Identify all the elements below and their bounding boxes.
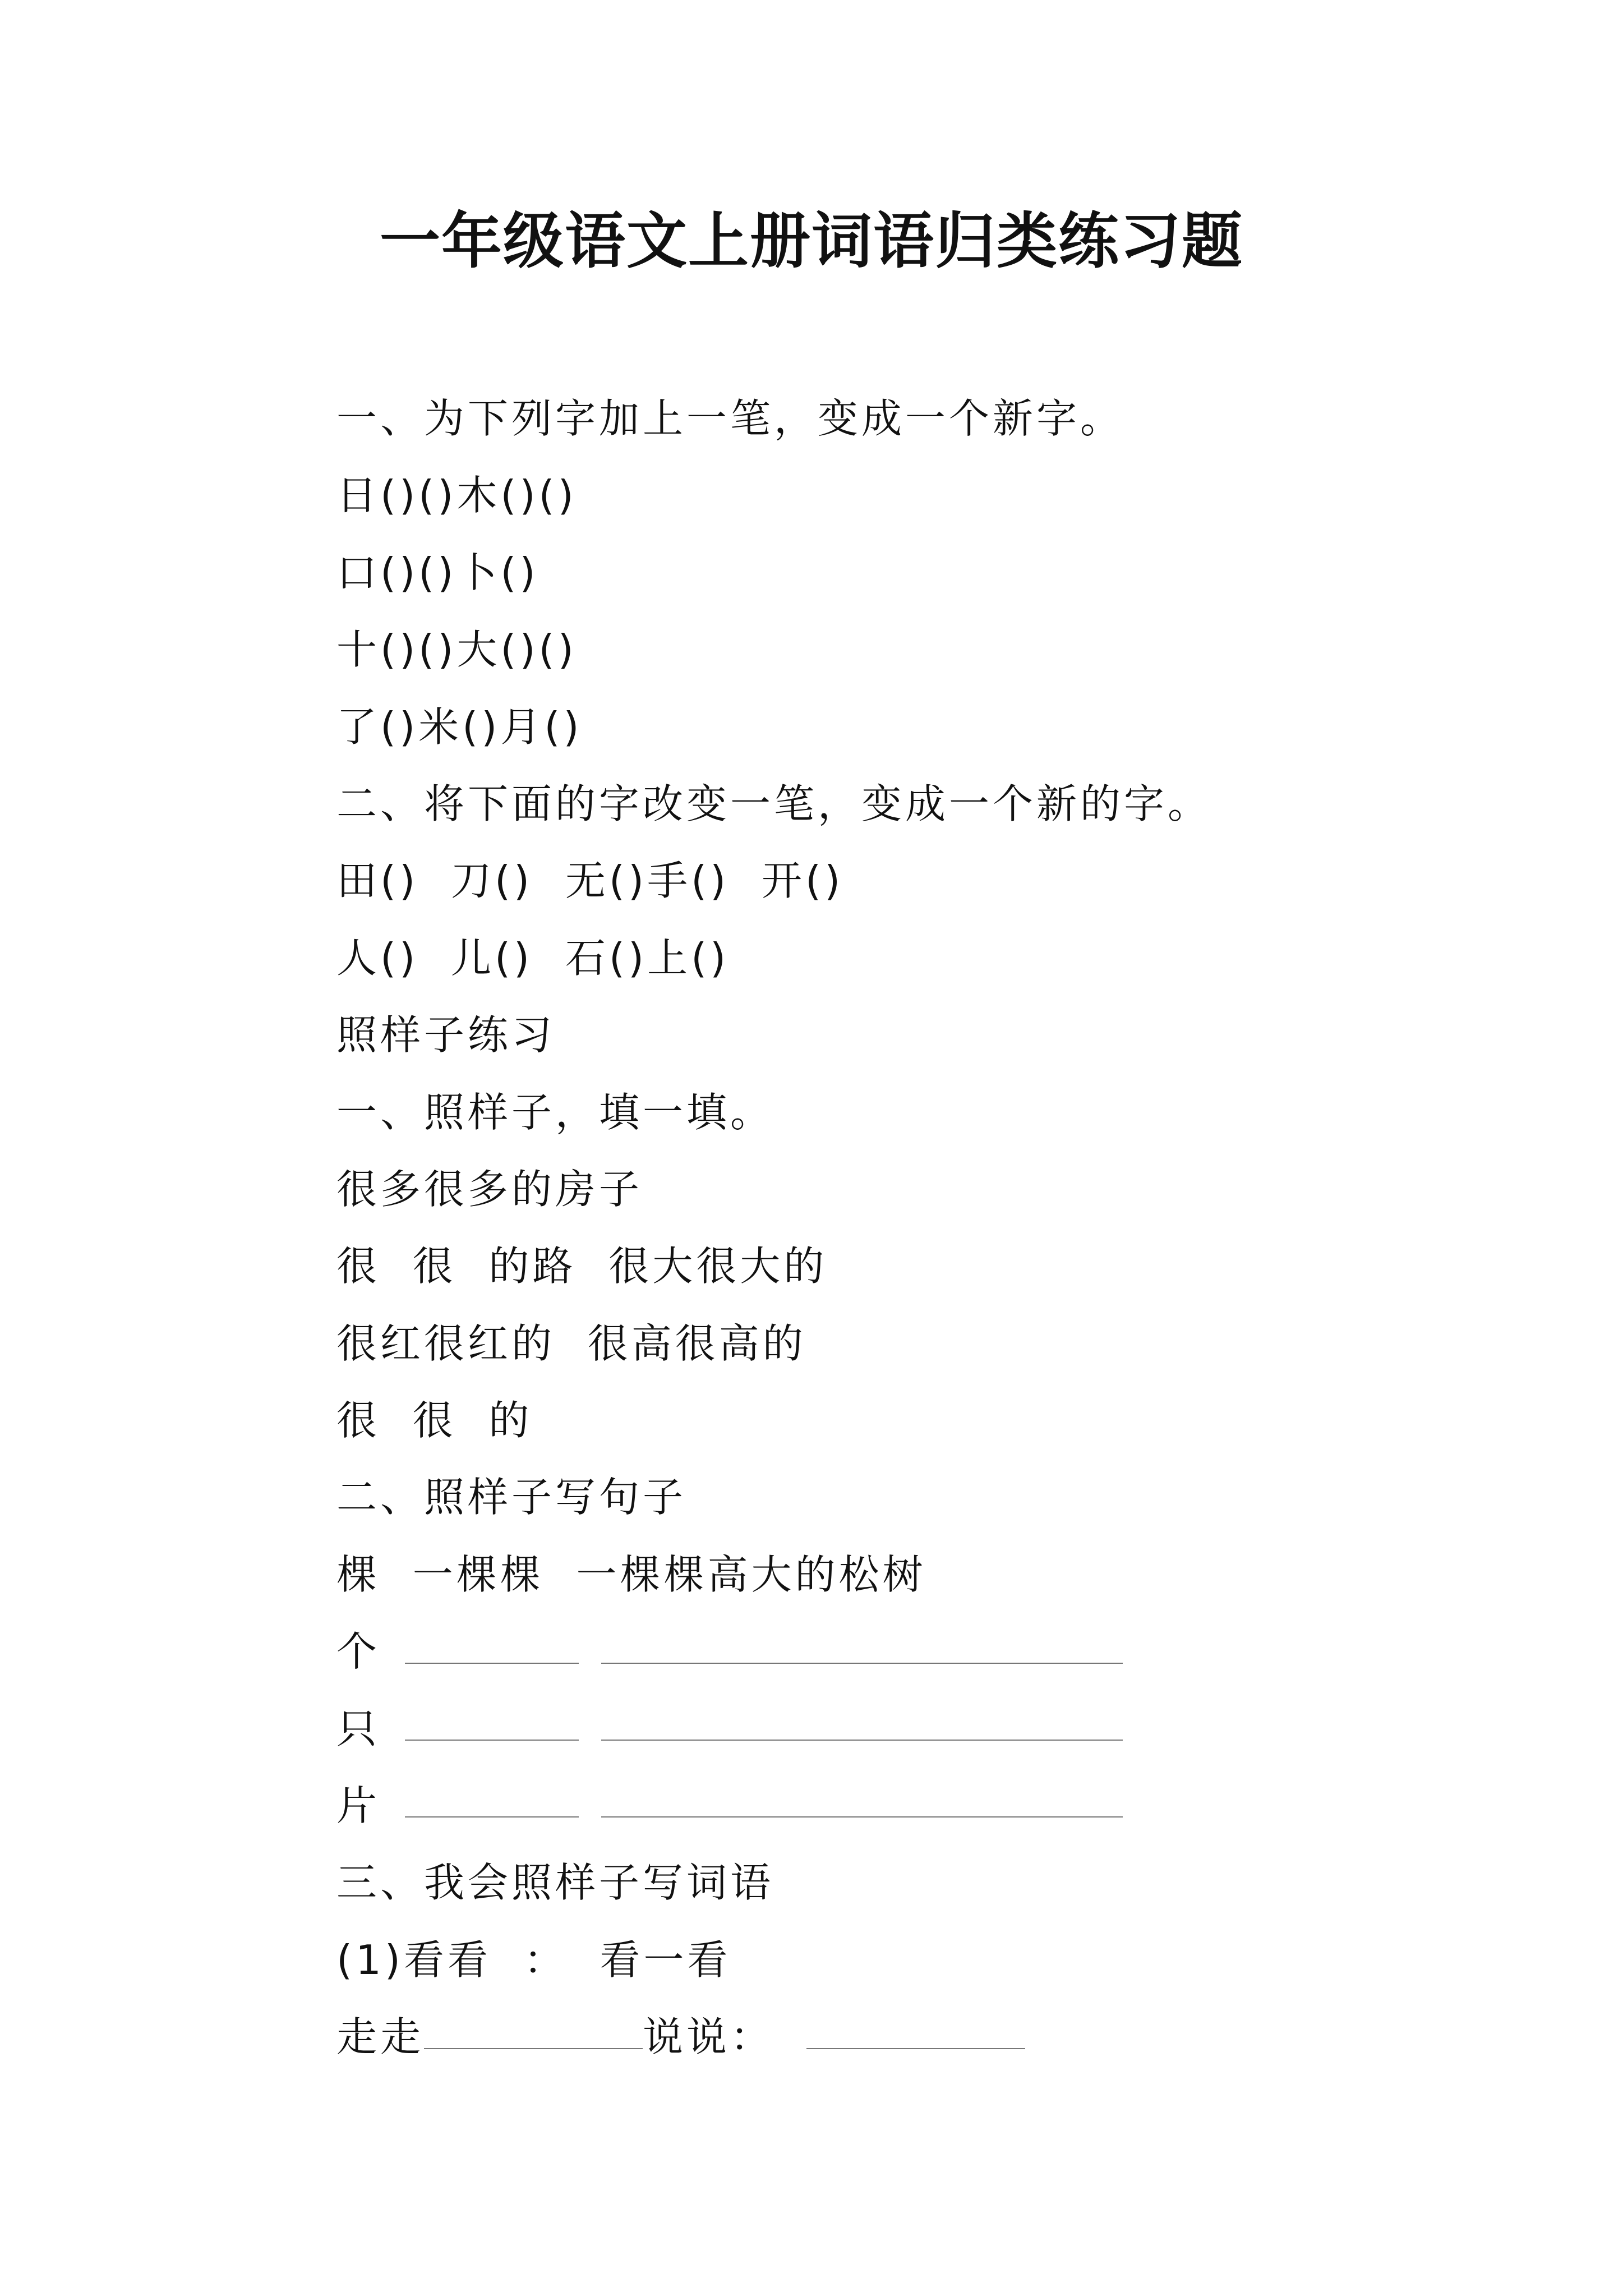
answer-blank[interactable] [405, 1740, 579, 1741]
measure-word: 只 [336, 1705, 381, 1752]
fill-in-row [336, 1999, 1514, 2076]
word-prompt: 说说： [643, 2013, 806, 2061]
exercise-row: 很 很 的路 很大很大的 [336, 1243, 828, 1290]
answer-blank[interactable] [601, 1663, 1123, 1664]
exercise-row: 日()()木()() [336, 472, 577, 519]
example-row: 棵 一棵棵 一棵棵高大的松树 [336, 1550, 926, 1598]
example-row: (1)看看 ： 看一看 [336, 1936, 731, 1984]
section-heading: 一、为下列字加上一笔，变成一个新字。 [336, 395, 1124, 442]
fill-in-row [336, 1768, 1514, 1844]
word-prompt: 走走 [336, 2013, 425, 2061]
section-heading: 三、我会照样子写词语 [336, 1859, 774, 1907]
exercise-row: 口()()卜() [336, 549, 539, 596]
section-heading: 一、照样子，填一填。 [336, 1088, 774, 1136]
exercise-row: 人() 儿() 石()上() [336, 934, 730, 982]
fill-in-row [336, 1691, 1514, 1768]
answer-blank[interactable] [806, 2048, 1025, 2049]
page-title: 一年级语文上册词语归类练习题 [379, 206, 1243, 277]
exercise-row: 了()米()月() [336, 703, 583, 751]
answer-blank[interactable] [405, 1663, 579, 1664]
section-heading: 二、将下面的字改变一笔，变成一个新的字。 [336, 780, 1212, 827]
answer-blank[interactable] [405, 1816, 579, 1818]
answer-blank[interactable] [601, 1816, 1123, 1818]
example-row: 很多很多的房子 [336, 1165, 643, 1213]
exercise-row: 十()()大()() [336, 626, 577, 674]
section-heading: 照样子练习 [336, 1011, 556, 1059]
section-heading: 二、照样子写句子 [336, 1474, 687, 1521]
worksheet-body [336, 380, 1514, 2076]
measure-word: 个 [336, 1628, 381, 1676]
exercise-row: 田() 刀() 无()手() 开() [336, 857, 844, 905]
answer-blank[interactable] [424, 2048, 643, 2049]
exercise-row: 很红很红的 很高很高的 [336, 1319, 806, 1367]
exercise-row: 很 很 的 [336, 1397, 533, 1444]
fill-in-row [336, 1613, 1514, 1690]
answer-blank[interactable] [601, 1740, 1123, 1741]
measure-word: 片 [336, 1782, 381, 1830]
